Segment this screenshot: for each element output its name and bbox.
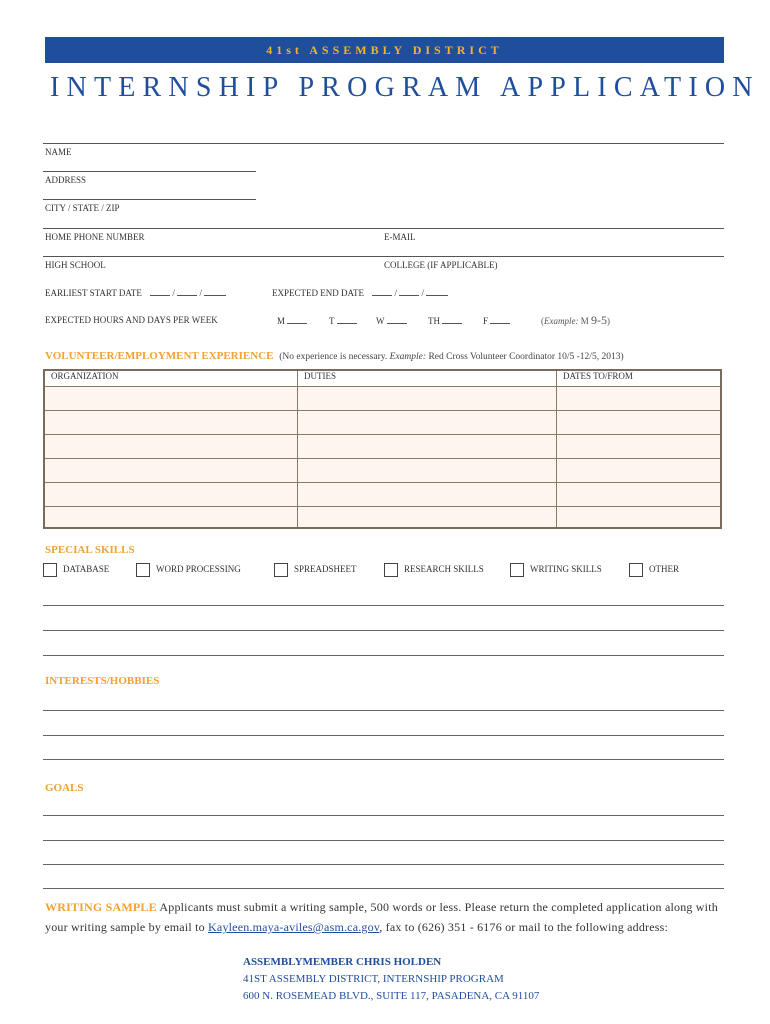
checkbox-label: OTHER [649,564,679,575]
address-label: ADDRESS [45,175,87,185]
expected-end-row [272,287,448,298]
day-thursday[interactable] [428,315,462,326]
divider [43,143,724,144]
day-tuesday[interactable] [329,315,357,326]
interests-line[interactable] [43,759,724,760]
example-label: Example: [544,316,579,326]
volunteer-title: VOLUNTEER/EMPLOYMENT EXPERIENCE [45,350,274,362]
table-row[interactable] [44,435,721,459]
earliest-start-label: EARLIEST START DATE [45,288,142,298]
day-wednesday[interactable] [376,315,407,326]
address-line-3: 600 N. ROSEMEAD BLVD., SUITE 117, PASADENA, CA 91107 [243,990,540,1002]
day-label: W [376,316,385,326]
college-label: COLLEGE (IF APPLICABLE) [384,260,498,270]
writing-sample-paragraph [45,897,725,937]
experience-table [43,369,722,529]
special-skills-title: SPECIAL SKILLS [45,544,135,556]
checkbox-label: WORD PROCESSING [156,564,241,575]
checkbox-label: RESEARCH SKILLS [404,564,484,575]
goals-line[interactable] [43,888,724,889]
page-title: INTERNSHIP PROGRAM APPLICATION [50,72,760,103]
skills-line[interactable] [43,655,724,656]
start-date-blanks[interactable]: / / [150,288,226,298]
writing-sample-text-2: , fax to (626) 351 - 6176 or mail to the following address: [379,920,669,934]
hours-days-label: EXPECTED HOURS AND DAYS PER WEEK [45,315,218,325]
goals-line[interactable] [43,815,724,816]
volunteer-section-title [45,350,624,362]
district-banner: 41st ASSEMBLY DISTRICT [45,37,724,63]
name-field[interactable] [43,171,256,172]
day-friday[interactable] [483,315,510,326]
table-row[interactable] [44,411,721,435]
high-school-label: HIGH SCHOOL [45,260,106,270]
home-phone-label: HOME PHONE NUMBER [45,232,145,242]
checkbox-label: SPREADSHEET [294,564,357,575]
col-organization: ORGANIZATION [44,370,298,387]
checkbox-spreadsheet[interactable] [274,563,357,577]
checkbox-research-skills[interactable] [384,563,484,577]
interests-title: INTERESTS/HOBBIES [45,675,160,687]
name-label: NAME [45,147,72,157]
example-day: M [580,316,589,326]
table-row[interactable] [44,483,721,507]
expected-end-label: EXPECTED END DATE [272,288,364,298]
skills-line[interactable] [43,605,724,606]
address-line-2: 41ST ASSEMBLY DISTRICT, INTERNSHIP PROGRAM [243,973,504,985]
table-row[interactable] [44,459,721,483]
email-link[interactable]: Kayleen.maya-aviles@asm.ca.gov [208,920,380,934]
earliest-start-row [45,287,226,298]
checkbox-database[interactable] [43,563,109,577]
checkbox-other[interactable] [629,563,679,577]
day-label: M [277,316,286,326]
table-row[interactable] [44,507,721,529]
writing-sample-title: WRITING SAMPLE [45,900,157,914]
checkbox-writing-skills[interactable] [510,563,602,577]
email-label: E-MAIL [384,232,416,242]
col-duties: DUTIES [298,370,557,387]
checkbox-word-processing[interactable] [136,563,241,577]
city-label: CITY / STATE / ZIP [45,203,120,213]
day-monday[interactable] [277,315,307,326]
goals-line[interactable] [43,864,724,865]
col-dates: DATES TO/FROM [557,370,722,387]
end-date-blanks[interactable]: / / [372,288,448,298]
city-field[interactable] [43,228,724,229]
writing-sample-text: Applicants must submit a writing sample, 500 words or less. Please return the completed application along with your writing sample by email to [45,900,718,934]
skills-line[interactable] [43,630,724,631]
goals-line[interactable] [43,840,724,841]
table-row[interactable] [44,387,721,411]
checkbox-label: DATABASE [63,564,110,575]
example-hours: 9-5 [591,313,607,327]
address-field[interactable] [43,199,256,200]
phone-email-field[interactable] [43,256,724,257]
day-label: T [329,316,335,326]
day-label: TH [428,316,440,326]
interests-line[interactable] [43,710,724,711]
volunteer-note: (No experience is necessary. Example: Red Cross Volunteer Coordinator 10/5 -12/5, 2013) [279,352,624,362]
checkbox-label: WRITING SKILLS [530,564,602,575]
goals-title: GOALS [45,782,84,794]
address-line-1: ASSEMBLYMEMBER CHRIS HOLDEN [243,956,442,968]
interests-line[interactable] [43,735,724,736]
day-label: F [483,316,489,326]
hours-example: (Example: M 9-5) [541,313,610,327]
